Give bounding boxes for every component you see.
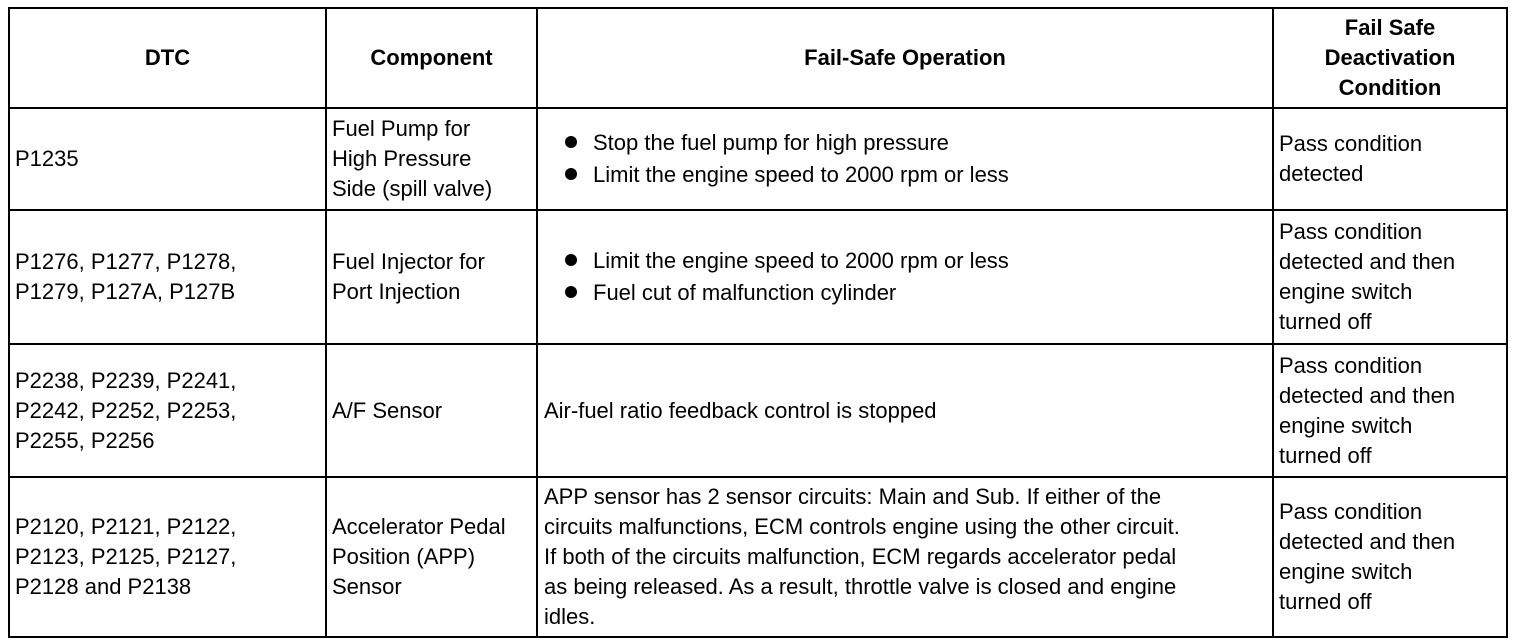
- component-line: Sensor: [332, 574, 402, 599]
- deactivation-cell: [1273, 108, 1507, 210]
- operation-line: circuits malfunctions, ECM controls engine using the other circuit.: [544, 514, 1180, 539]
- component-cell: [326, 108, 537, 210]
- dtc-line: P2238, P2239, P2241,: [15, 367, 237, 393]
- bullet-text: Limit the engine speed to 2000 rpm or less: [593, 248, 1009, 273]
- operation-cell: [537, 477, 1273, 637]
- deactivation-line: detected and then: [1279, 249, 1456, 274]
- table-row: [9, 477, 1507, 637]
- dtc-line: P2255, P2256: [15, 427, 155, 453]
- bullet-icon: [565, 286, 577, 298]
- component-cell: [326, 477, 537, 637]
- component-line: Fuel Injector for: [332, 249, 485, 274]
- deactivation-line: Pass condition: [1279, 131, 1423, 156]
- fail-safe-table-container: [8, 7, 1508, 638]
- deactivation-cell: [1273, 210, 1507, 344]
- dtc-cell: [9, 210, 326, 344]
- bullet-text: Limit the engine speed to 2000 rpm or less: [593, 162, 1009, 187]
- bullet-text: Fuel cut of malfunction cylinder: [593, 280, 897, 305]
- dtc-cell: [9, 477, 326, 637]
- header-deactivation-condition: [1273, 8, 1507, 108]
- deactivation-line: engine switch: [1279, 279, 1413, 304]
- list-item: [559, 277, 1267, 309]
- component-line: Port Injection: [332, 279, 461, 304]
- header-deactivation-line: Fail Safe: [1344, 15, 1436, 40]
- list-item: [559, 159, 1267, 191]
- header-dtc: DTC: [9, 8, 326, 108]
- header-deactivation-line: Condition: [1338, 75, 1442, 100]
- deactivation-line: turned off: [1279, 589, 1372, 614]
- fail-safe-table: [8, 7, 1508, 638]
- deactivation-line: detected: [1279, 161, 1364, 186]
- dtc-line: P2123, P2125, P2127,: [15, 544, 237, 569]
- bullet-icon: [565, 254, 577, 266]
- operation-cell: [537, 344, 1273, 477]
- dtc-line: P1279, P127A, P127B: [15, 279, 236, 304]
- bullet-text: Stop the fuel pump for high pressure: [593, 130, 949, 155]
- deactivation-line: Pass condition: [1279, 219, 1423, 244]
- operation-bullet-list: [544, 127, 1267, 191]
- dtc-cell: [9, 108, 326, 210]
- table-row: [9, 344, 1507, 477]
- deactivation-line: engine switch: [1279, 412, 1413, 438]
- deactivation-line: Pass condition: [1279, 352, 1423, 378]
- list-item: [559, 127, 1267, 159]
- deactivation-line: detected and then: [1279, 529, 1456, 554]
- dtc-line: P2128 and P2138: [15, 574, 192, 599]
- dtc-cell: [9, 344, 326, 477]
- operation-cell: [537, 108, 1273, 210]
- header-fail-safe-operation: Fail-Safe Operation: [537, 8, 1273, 108]
- deactivation-line: engine switch: [1279, 559, 1413, 584]
- deactivation-line: turned off: [1279, 309, 1372, 334]
- component-line: Side (spill valve): [332, 176, 493, 201]
- deactivation-line: detected and then: [1279, 382, 1456, 408]
- table-row: [9, 108, 1507, 210]
- component-line: High Pressure: [332, 146, 472, 171]
- deactivation-line: Pass condition: [1279, 499, 1423, 524]
- component-line: A/F Sensor: [332, 397, 443, 423]
- component-cell: [326, 210, 537, 344]
- operation-line: as being released. As a result, throttle valve is closed and engine: [544, 574, 1177, 599]
- operation-line: idles.: [544, 604, 596, 629]
- operation-line: If both of the circuits malfunction, ECM regards accelerator pedal: [544, 544, 1177, 569]
- component-cell: [326, 344, 537, 477]
- header-component: Component: [326, 8, 537, 108]
- operation-line: APP sensor has 2 sensor circuits: Main and Sub. If either of the: [544, 484, 1162, 509]
- header-deactivation-line: Deactivation: [1324, 45, 1456, 70]
- deactivation-line: turned off: [1279, 442, 1372, 468]
- bullet-icon: [565, 136, 577, 148]
- component-line: Fuel Pump for: [332, 116, 471, 141]
- deactivation-cell: [1273, 344, 1507, 477]
- dtc-line: P1235: [15, 146, 79, 171]
- operation-line: Air-fuel ratio feedback control is stopped: [544, 397, 937, 423]
- operation-cell: [537, 210, 1273, 344]
- table-row: [9, 210, 1507, 344]
- deactivation-cell: [1273, 477, 1507, 637]
- bullet-icon: [565, 168, 577, 180]
- list-item: [559, 245, 1267, 277]
- operation-bullet-list: [544, 245, 1267, 309]
- dtc-line: P2120, P2121, P2122,: [15, 514, 237, 539]
- table-header-row: [9, 8, 1507, 108]
- component-line: Position (APP): [332, 544, 476, 569]
- dtc-line: P2242, P2252, P2253,: [15, 397, 237, 423]
- dtc-line: P1276, P1277, P1278,: [15, 249, 237, 274]
- component-line: Accelerator Pedal: [332, 514, 506, 539]
